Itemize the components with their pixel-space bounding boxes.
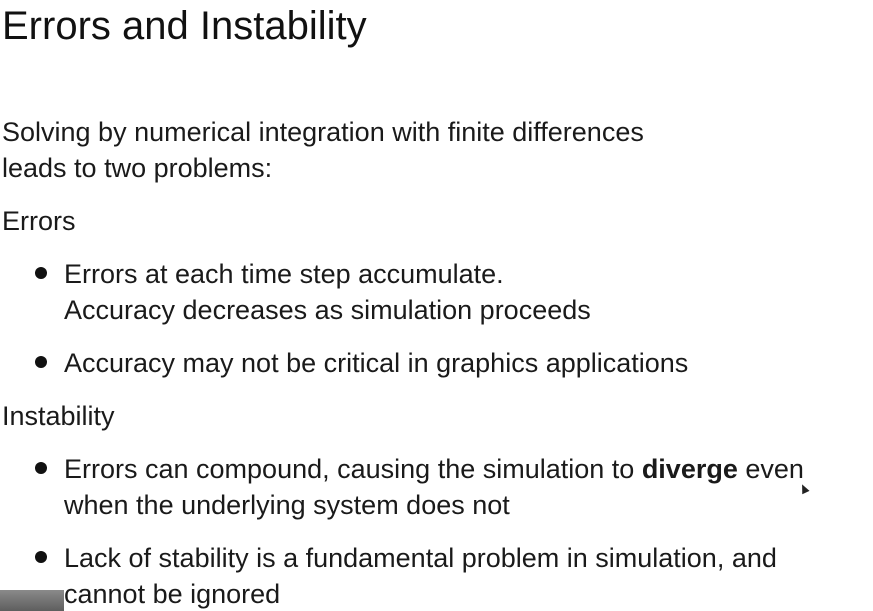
- bullet-accuracy-not-critical: [64, 345, 688, 381]
- section-heading-instability: Instability: [2, 401, 115, 431]
- bullet-line: Accuracy may not be critical in graphics applications: [64, 348, 689, 378]
- bullet-dot: [35, 462, 47, 474]
- intro-line-1: Solving by numerical integration with finite differences: [2, 117, 644, 147]
- intro-line-2: leads to two problems:: [2, 153, 273, 183]
- bullet-dot: [35, 267, 47, 279]
- bullet-line-1: [64, 451, 804, 487]
- section-heading-errors: Errors: [2, 206, 76, 236]
- bullet-line: cannot be ignored: [64, 579, 281, 609]
- bullet-line-2: when the underlying system does not: [64, 490, 510, 520]
- bullet-dot: [35, 356, 47, 368]
- bullet-lack-of-stability: [64, 540, 777, 611]
- bullet-dot: [35, 551, 47, 563]
- emphasis-diverge: diverge: [641, 454, 738, 484]
- bullet-errors-compound: [64, 451, 804, 523]
- bullet-line: Errors at each time step accumulate.: [64, 259, 504, 289]
- bullet-line: Accuracy decreases as simulation proceeds: [64, 295, 591, 325]
- intro-paragraph: [2, 114, 644, 186]
- slide-title: Errors and Instability: [2, 4, 367, 48]
- bullet-line: Lack of stability is a fundamental problem in simulation, and: [64, 543, 777, 573]
- video-thumbnail: [0, 590, 64, 611]
- bullet-text: even: [737, 454, 804, 484]
- bullet-errors-accumulate: [64, 256, 591, 328]
- bullet-text: Errors can compound, causing the simulation to: [64, 454, 642, 484]
